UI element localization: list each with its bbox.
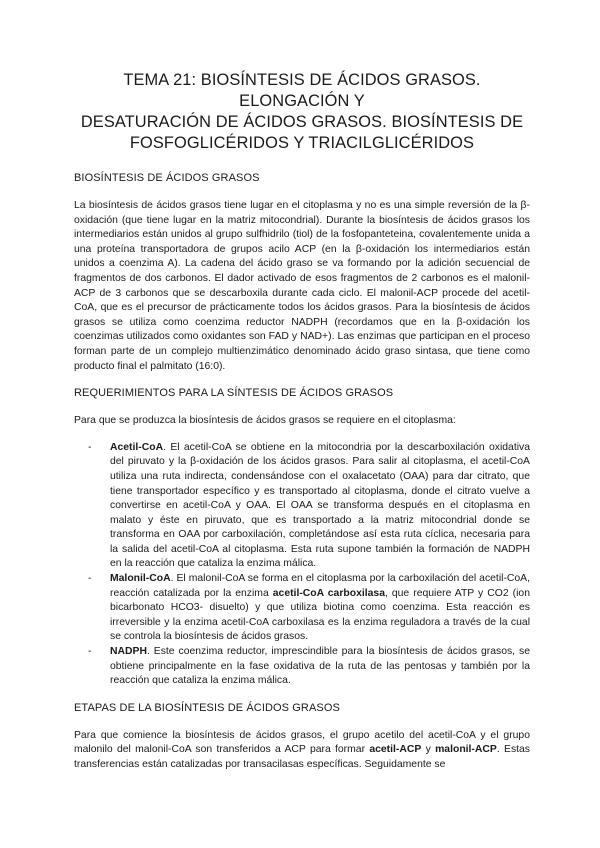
list-item-malonil-coa [74, 572, 530, 645]
term-nadph: NADPH [110, 646, 147, 658]
term-malonil-acp: malonil-ACP [435, 744, 497, 756]
title-line-2: DESATURACIÓN DE ÁCIDOS GRASOS. BIOSÍNTESIS DE [80, 113, 524, 131]
text-nadph: . Este coenzima reductor, imprescindible para la biosíntesis de ácidos grasos, se obtiene principalmente en la fase oxidativa de la ruta de las pentosas y también por la reacción que cataliza la enzima málica. [110, 646, 530, 687]
list-dash: - [88, 573, 92, 585]
list-dash: - [88, 441, 92, 453]
text-malonil-coa-a: . El malonil-CoA se forma en el citoplasma por la carboxilación del acetil-CoA, reacción catalizada por la enzima [110, 573, 530, 599]
enzyme-acetil-coa-carboxilasa: acetil-CoA carboxilasa [272, 587, 385, 599]
text-acetil-coa: . El acetil-CoA se obtiene en la mitocondria por la descarboxilación oxidativa del piruvato y la β-oxidación de los ácidos grasos. Para salir al citoplasma, el acetil-CoA utiliza una ruta indirecta, condensándose con el oxalacetato (OAA) para dar citrato, que tiene transportador específico y es transportado al citoplasma, donde el citrato vuelve a convertirse en acetil-CoA y OAA. El OAA se transforma después en el citoplasma en malato y éste en piruvato, que es transportado a la matriz mitocondrial donde se transforma en OAA por carboxilación, completándose así esta ruta cíclica, necesaria para la salida del acetil-CoA al citoplasma. Esta ruta supone también la formación de NADPH en la reacción que cataliza la enzima málica. [110, 441, 530, 570]
text-malonil-coa-b: , que requiere ATP y CO2 (ion bicarbonato HCO3- disuelto) y que utiliza biotina como coenzima. Esta reacción es irreversible y la enzima acetil-CoA carboxilasa es la enzima reguladora a través de la cual se controla la biosíntesis de ácidos grasos. [110, 587, 530, 643]
term-acetil-acp: acetil-ACP [369, 744, 422, 756]
section-heading-biosintesis: BIOSÍNTESIS DE ÁCIDOS GRASOS [74, 172, 260, 184]
list-item-nadph [74, 645, 530, 689]
list-item-acetil-coa [74, 441, 530, 572]
text-etapas-b: y [421, 744, 436, 756]
page-title [74, 70, 530, 154]
list-dash: - [88, 646, 92, 658]
paragraph-biosintesis: La biosíntesis de ácidos grasos tiene lugar en el citoplasma y no es una simple reversión de la β-oxidación (que tiene lugar en la matriz mitocondrial). Durante la biosíntesis de ácidos grasos los intermediarios están unidos al grupo sulfhidrilo (tiol) de la fosfopanteteina, covalentemente unida a una proteína transportadora de grupos acilo ACP (en la β-oxidación los intermediarios están unidos a coenzima A). La cadena del ácido graso se va formando por la adición secuencial de fragmentos de dos carbonos. El dador activado de esos fragmentos de 2 carbonos es el malonil-ACP de 3 carbonos que se descarboxila durante cada ciclo. El malonil-ACP procede del acetil-CoA, que es el precursor de prácticamente todos los ácidos grasos. Para la biosíntesis de ácidos grasos se utiliza como coenzima reductor NADPH (recordamos que en la β-oxidación los coenzimas utilizados como oxidantes son FAD y NAD+). Las enzimas que participan en el proceso forman parte de un complejo multienzimático denominado ácido graso sintasa, que tiene como producto final el palmitato (16:0). [74, 200, 530, 372]
title-line-1: TEMA 21: BIOSÍNTESIS DE ÁCIDOS GRASOS. ELONGACIÓN Y [123, 71, 481, 110]
title-line-3: FOSFOGLICÉRIDOS Y TRIACILGLICÉRIDOS [129, 134, 475, 152]
term-malonil-coa: Malonil-CoA [110, 573, 171, 585]
section-heading-requerimientos: REQUERIMIENTOS PARA LA SÍNTESIS DE ÁCIDOS GRASOS [74, 387, 394, 400]
paragraph-etapas [74, 729, 530, 773]
term-acetil-coa: Acetil-CoA [110, 441, 164, 453]
requirements-list [74, 441, 530, 689]
text-etapas-c: . Estas transferencias están catalizadas por transacilasas específicas. Seguidamente se [74, 744, 530, 770]
text-etapas-a: Para que comience la biosíntesis de ácidos grasos, el grupo acetilo del acetil-CoA y el grupo malonilo del malonil-CoA son transferidos a ACP para formar [74, 729, 530, 756]
section-heading-etapas: ETAPAS DE LA BIOSÍNTESIS DE ÁCIDOS GRASOS [74, 701, 340, 714]
paragraph-requerimientos-intro: Para que se produzca la biosíntesis de ácidos grasos se requiere en el citoplasma: [74, 415, 456, 427]
